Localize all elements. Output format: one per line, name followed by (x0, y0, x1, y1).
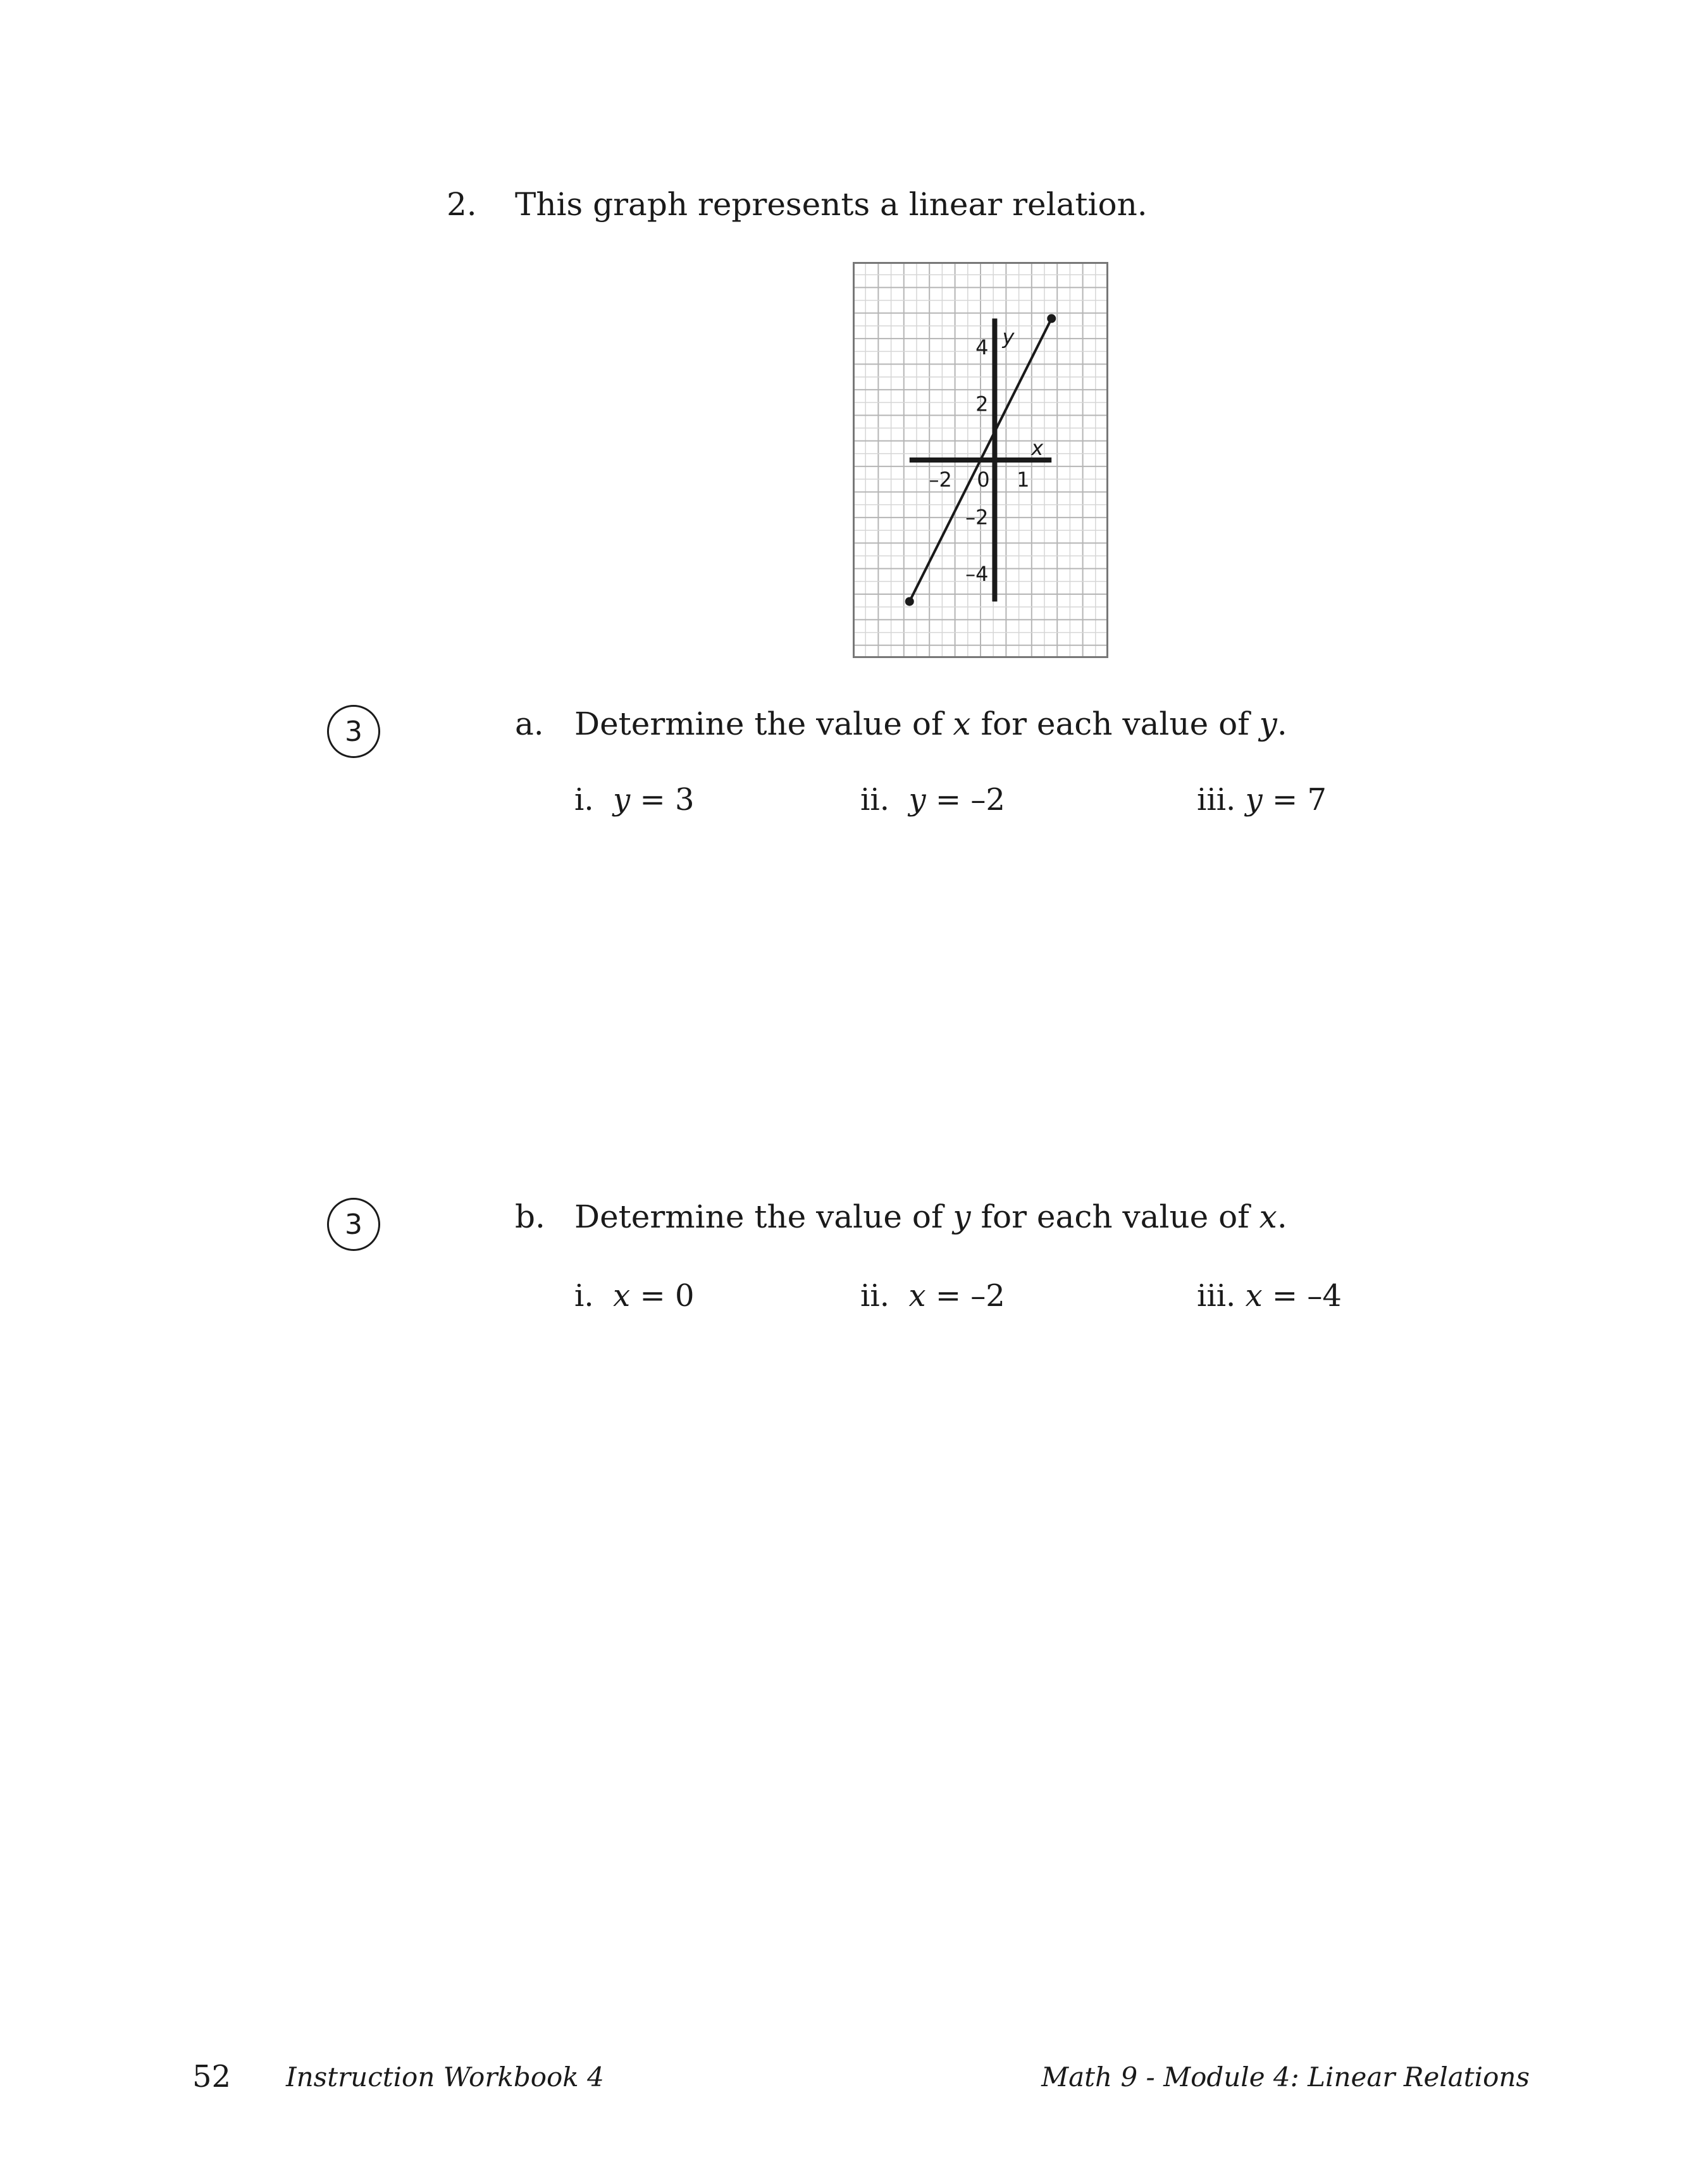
y-tick-label: –2 (965, 505, 989, 530)
x-axis-label: x (1031, 436, 1044, 460)
marks-value: 3 (345, 1208, 362, 1241)
footer-book-title: Instruction Workbook 4 (286, 2062, 604, 2093)
y-tick-label: 4 (975, 335, 989, 360)
part-b-prompt (574, 1198, 1287, 1235)
item-variable: y (908, 782, 926, 818)
item-value: = 0 (630, 1278, 695, 1314)
part-b-item-ii (860, 1278, 1005, 1314)
item-label: i. (574, 782, 594, 818)
prompt-variable: x (1259, 1198, 1277, 1235)
part-b-letter: b. (515, 1198, 545, 1235)
prompt-text: . (1277, 1198, 1287, 1235)
prompt-variable: y (1259, 706, 1277, 742)
y-tick-label: –4 (965, 561, 989, 586)
marks-badge-a (327, 705, 380, 758)
prompt-variable: x (953, 706, 971, 742)
item-variable: y (613, 782, 631, 818)
item-label: ii. (860, 782, 889, 818)
prompt-text: Determine the value of (574, 706, 953, 742)
item-label: iii. (1197, 782, 1236, 818)
part-a-letter: a. (515, 706, 544, 742)
prompt-text: Determine the value of (574, 1198, 953, 1235)
x-tick-label: 0 (977, 468, 990, 492)
graph-svg (853, 262, 1108, 658)
page-number: 52 (192, 2059, 232, 2094)
prompt-text: . (1277, 706, 1287, 742)
endpoint-dot (1047, 314, 1056, 323)
footer-module-title: Math 9 - Module 4: Linear Relations (1041, 2062, 1530, 2093)
y-tick-label: 2 (975, 392, 989, 416)
item-variable: x (1245, 1278, 1263, 1314)
part-a-item-ii (860, 782, 1005, 818)
part-a-item-iii (1197, 782, 1327, 818)
prompt-text: for each value of (970, 1198, 1259, 1235)
x-tick-label: –2 (929, 468, 952, 492)
part-b-item-iii (1197, 1278, 1342, 1314)
y-axis-label: y (1002, 325, 1015, 349)
item-label: ii. (860, 1278, 889, 1314)
item-value: = 3 (630, 782, 695, 818)
item-value: = –4 (1262, 1278, 1342, 1314)
question-number: 2. (447, 186, 477, 223)
item-label: i. (574, 1278, 594, 1314)
item-variable: x (613, 1278, 631, 1314)
x-tick-label: 1 (1017, 468, 1030, 492)
linear-relation-graph (853, 262, 1108, 658)
item-value: = 7 (1262, 782, 1327, 818)
part-b-item-i (574, 1278, 694, 1314)
part-a-prompt (574, 706, 1287, 742)
item-value: = –2 (925, 782, 1005, 818)
item-variable: x (908, 1278, 926, 1314)
prompt-text: for each value of (970, 706, 1259, 742)
marks-value: 3 (345, 715, 362, 748)
marks-badge-b (327, 1198, 380, 1251)
question-text: This graph represents a linear relation. (515, 186, 1148, 223)
item-variable: y (1245, 782, 1263, 818)
endpoint-dot (905, 597, 914, 606)
item-value: = –2 (925, 1278, 1005, 1314)
part-a-item-i (574, 782, 695, 818)
prompt-variable: y (953, 1198, 971, 1235)
item-label: iii. (1197, 1278, 1236, 1314)
